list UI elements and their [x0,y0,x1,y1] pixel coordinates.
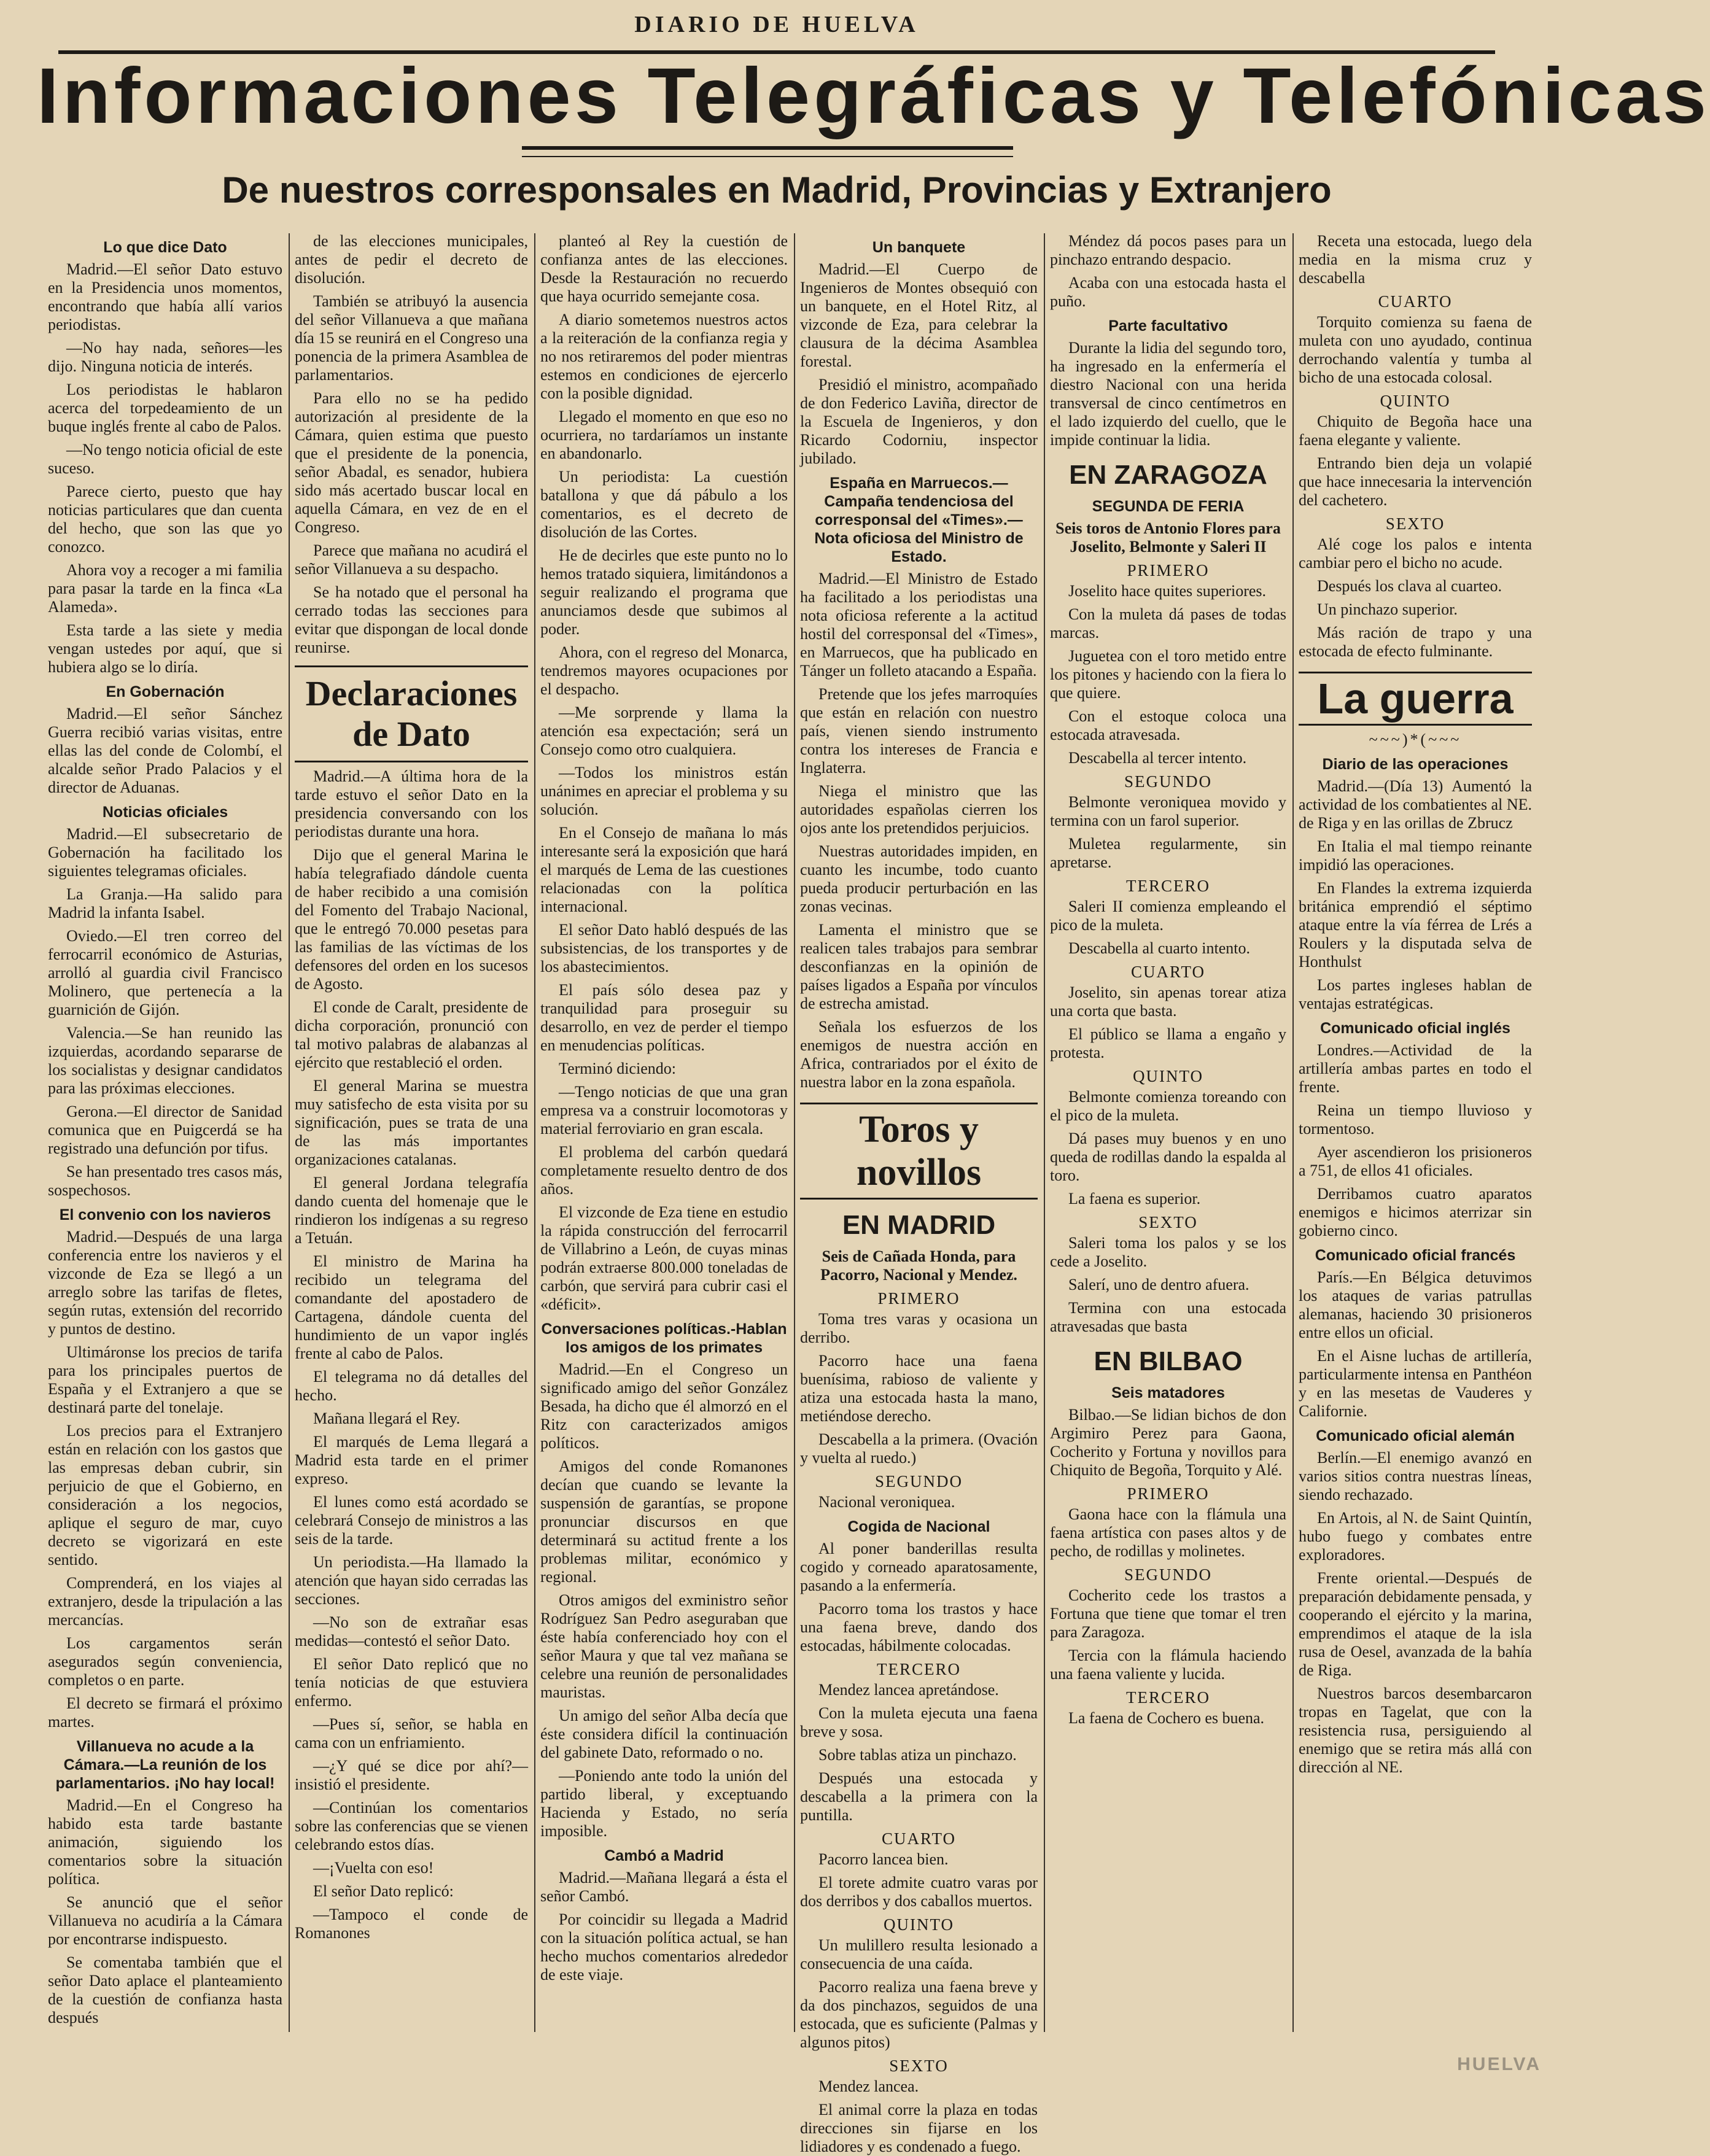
paragraph: —Todos los ministros están unánimes en apreciar el problema y su solución. [540,764,788,818]
paragraph: Gerona.—El director de Sanidad comunica que en Puigcerdá se ha registrado una defunción por tifus. [48,1103,282,1157]
page-subtitle: De nuestros corresponsales en Madrid, Provincias y Extranjero [222,169,1332,211]
paragraph: —¿Y qué se dice por ahí?—insistió el presidente. [295,1757,528,1793]
paragraph: Un mulillero resulta lesionado a consecuencia de una caída. [800,1936,1038,1972]
paragraph: Mendez lancea apretándose. [818,1681,999,1699]
library-stamp: HUELVA [1457,2054,1541,2074]
column-divider [1292,233,1294,2032]
paragraph: Otros amigos del exministro señor Rodríguez San Pedro aseguraban que éste había conferenciado hoy con el señor Maura y que tal vez mañana se celebre una reunión de personalidades mauristas. [540,1591,788,1701]
paragraph: Joselito, sin apenas torear atiza una corta que basta. [1050,983,1286,1020]
paragraph: Chiquito de Begoña hace una faena elegante y valiente. [1299,413,1532,449]
headline: Villanueva no acude a la Cámara.—La reunión de los parlamentarios. ¡No hay local! [55,1738,275,1792]
title-divider [522,146,1013,157]
column-4 [800,232,1038,2155]
paragraph: La faena de Cochero es buena. [1068,1709,1265,1727]
paragraph: Descabella a la primera. (Ovación y vuelta al ruedo.) [800,1430,1038,1467]
paragraph: A diario sometemos nuestros actos a la reiteración de la confianza regia y no nos retiraremos del poder mientras estemos en condiciones de ejercerlo con la posible dignidad. [540,311,788,402]
paragraph: Los periodistas le hablaron acerca del torpedeamiento de un buque inglés frente al cabo de Palos. [48,381,282,435]
section-headline: Toros y novillos [800,1103,1038,1200]
paragraph: Un pinchazo superior. [1317,600,1458,618]
paragraph: Ayer ascendieron los prisioneros a 751, de ellos 41 oficiales. [1299,1143,1532,1179]
bullfight-intro: Seis toros de Antonio Flores para Joselito, Belmonte y Saleri II [1055,519,1281,556]
paragraph: Belmonte comienza toreando con el pico de la muleta. [1050,1088,1286,1124]
paragraph: Valencia.—Se han reunido las izquierdas, acordando separarse de los socialistas y designar candidatos para las próximas elecciones. [48,1024,282,1097]
paragraph: Parece que mañana no acudirá el señor Villanueva a su despacho. [295,541,528,578]
headline: Comunicado oficial alemán [1316,1427,1515,1444]
paragraph: Muletea regularmente, sin apretarse. [1050,835,1286,871]
paragraph: La Granja.—Ha salido para Madrid la infanta Isabel. [48,885,282,921]
column-divider [289,233,290,2032]
paragraph: Durante la lidia del segundo toro, ha ingresado en la enfermería el diestro Nacional con una herida transversal de cinco centímetros en el lado izquierdo del cuello, que le impide continuar la lidia. [1050,339,1286,449]
paragraph: El señor Dato habló después de las subsistencias, de los transportes y de los abastecimientos. [540,921,788,975]
paragraph: Pacorro hace una faena buenísima, rabioso de valiente y atiza una estocada hasta la mano, metiéndose derecho. [800,1352,1038,1425]
paragraph: El conde de Caralt, presidente de dicha corporación, pronunció con tal motivo palabras de alabanzas al ejército que restableció el orden. [295,998,528,1071]
headline: Comunicado oficial francés [1315,1247,1516,1264]
paragraph: Madrid.—El Ministro de Estado ha facilitado a los periodistas una nota oficiosa referente a la actitud hostil del corresponsal del «Times», en Marruecos, que ha publicado en Tánger un folleto atacando a España. [800,570,1038,680]
paragraph: Se comentaba también que el señor Dato aplace el planteamiento de la cuestión de confianza hasta después [48,1953,282,2026]
paragraph: Londres.—Actividad de la artillería ambas partes en todo el frente. [1299,1041,1532,1096]
headline: SEGUNDA DE FERIA [1092,498,1245,515]
paragraph: Bilbao.—Se lidian bichos de don Argimiro Perez para Gaona, Cocherito y Fortuna y novillos para Chiquito de Begoña, Torquito y Alé. [1050,1406,1286,1479]
paragraph: Termina con una estocada atravesadas que basta [1050,1299,1286,1335]
paragraph: Lamenta el ministro que se realicen tales trabajos para sembrar desconfianzas en la opinión de países ligados a España por vínculos de estrecha amistad. [800,921,1038,1012]
paragraph: Con la muleta ejecuta una faena breve y sosa. [800,1704,1038,1740]
column-divider [534,233,535,2032]
bull-number: TERCERO [876,1660,961,1678]
headline: Conversaciones políticas.-Hablan los amigos de los primates [541,1320,787,1356]
paragraph: El animal corre la plaza en todas direcciones sin fijarse en los lidiadores y es condenado a fuego. [800,2101,1038,2155]
paragraph: Madrid.—En el Congreso ha habido esta tarde bastante animación, siguiendo los comentarios sobre la situación política. [48,1796,282,1888]
bull-number: SEXTO [1138,1213,1198,1231]
page-title: Informaciones Telegráficas y Telefónicas [37,52,1710,140]
newspaper-name: DIARIO DE HUELVA [634,12,919,37]
bull-number: PRIMERO [1127,1484,1210,1503]
paragraph: Nuestras autoridades impiden, en cuanto les incumbe, todo cuanto pueda producir perturbación en las zonas vecinas. [800,842,1038,915]
paragraph: El telegrama no dá detalles del hecho. [295,1368,528,1404]
paragraph: Después una estocada y descabella a la primera con la puntilla. [800,1769,1038,1824]
column-5 [1050,232,1286,2037]
paragraph: Presidió el ministro, acompañado de don Federico Laviña, director de la Escuela de Ingenieros, y don Ricardo Codorniu, inspector jubilado. [800,376,1038,467]
paragraph: Entrando bien deja un volapié que hace innecesaria la intervención del cachetero. [1299,454,1532,509]
paragraph: El general Marina se muestra muy satisfecho de esta visita por su significación, pues se trata de una de las más importantes organizaciones catalanas. [295,1077,528,1168]
column-divider [1044,233,1045,2032]
paragraph: Más ración de trapo y una estocada de efecto fulminante. [1299,624,1532,660]
paragraph: Juguetea con el toro metido entre los pitones y haciendo con la fiera lo que quiere. [1050,647,1286,702]
paragraph: Saleri toma los palos y se los cede a Joselito. [1050,1234,1286,1270]
paragraph: Después los clava al cuarteo. [1317,577,1502,595]
paragraph: Pacorro toma los trastos y hace una faena breve, dando dos estocadas, hábilmente colocadas. [800,1600,1038,1654]
bull-number: SEXTO [1385,514,1445,533]
paragraph: Los cargamentos serán asegurados según conveniencia, completos o en parte. [48,1634,282,1689]
paragraph: Torquito comienza su faena de muleta con uno ayudado, continua derrochando valentía y tumba al bicho de una estocada colosal. [1299,313,1532,386]
paragraph: Méndez dá pocos pases para un pinchazo entrando despacio. [1050,232,1286,268]
headline: Noticias oficiales [102,804,228,821]
paragraph: Nuestros barcos desembarcaron tropas en Tagelat, que con la resistencia rusa, persiguiendo al enemigo que se retira más allá con dirección al NE. [1299,1685,1532,1776]
paragraph: Belmonte veroniquea movido y termina con un farol superior. [1050,793,1286,829]
bull-number: SEGUNDO [1124,1565,1212,1584]
paragraph: El público se llama a engaño y protesta. [1050,1025,1286,1061]
paragraph: —No tengo noticia oficial de este suceso. [48,441,282,477]
paragraph: Madrid.—Mañana llegará a ésta el señor Cambó. [540,1869,788,1905]
paragraph: Se ha notado que el personal ha cerrado todas las secciones para evitar que dispongan de local donde reunirse. [295,583,528,656]
paragraph: Nacional veroniquea. [818,1493,955,1511]
paragraph: —No son de extrañar esas medidas—contestó el señor Dato. [295,1613,528,1650]
paragraph: El general Jordana telegrafía dando cuenta del homenaje que le rindieron los indígenas a su regreso a Tetuán. [295,1174,528,1247]
paragraph: —Tampoco el conde de Romanones [295,1906,528,1942]
paragraph: El marqués de Lema llegará a Madrid esta tarde en el primer expreso. [295,1433,528,1487]
headline: Lo que dice Dato [103,239,227,256]
paragraph: Acaba con una estocada hasta el puño. [1050,274,1286,310]
paragraph: París.—En Bélgica detuvimos los ataques de varias patrullas alemanas, haciendo 30 prisioneros entre ellos un oficial. [1299,1268,1532,1341]
headline: EN ZARAGOZA [1069,460,1267,490]
paragraph: Niega el ministro que las autoridades españolas cierren los ojos ante los pretendidos perjuicios. [800,782,1038,837]
bull-number: QUINTO [884,1915,954,1934]
headline: España en Marruecos.—Campaña tendenciosa del corresponsal del «Times».—Nota oficiosa del Ministro de Estado. [814,475,1024,565]
headline: Un banquete [872,239,966,256]
paragraph: Ahora voy a recoger a mi familia para pasar la tarde en la finca «La Alameda». [48,561,282,616]
paragraph: —Tengo noticias de que una gran empresa va a construir locomotoras y material ferroviario en gran escala. [540,1083,788,1138]
paragraph: El vizconde de Eza tiene en estudio la rápida construcción del ferrocarril de Villabrino a León, de cuyas minas podrán extraerse 800.000 toneladas de carbón, que servirá para cubrir casi el «déficit». [540,1203,788,1313]
column-2 [295,232,528,2037]
paragraph: Amigos del conde Romanones decían que cuando se levante la suspensión de garantías, se propone pronunciar discursos en que determinará su actitud frente a los problemas militar, económico y regional. [540,1457,788,1586]
paragraph: Frente oriental.—Después de preparación debidamente pensada, y cooperando el ejército y la marina, emprendimos el ataque de la isla rusa de Oesel, avanzada de la bahía de Riga. [1299,1569,1532,1679]
paragraph: Madrid.—Después de una larga conferencia entre los navieros y el vizconde de Eza se llegó a un arreglo sobre las tarifas de fletes, según rutas, extensión del recorrido y puntos de destino. [48,1228,282,1338]
paragraph: El torete admite cuatro varas por dos derribos y dos caballos muertos. [800,1874,1038,1910]
paragraph: En Italia el mal tiempo reinante impidió las operaciones. [1299,837,1532,874]
paragraph: Receta una estocada, luego dela media en la misma cruz y descabella [1299,232,1532,287]
paragraph: Dijo que el general Marina le había telegrafiado dándole cuenta de haber recibido a una comisión del Fomento del Trabajo Nacional, que le entregó 70.000 pesetas para las familias de las víctimas de los defensores del orden en los sucesos de Agosto. [295,846,528,993]
headline: Parte facultativo [1108,317,1228,335]
bull-number: SEXTO [889,2057,949,2075]
paragraph: Descabella al tercer intento. [1068,749,1247,767]
paragraph: El ministro de Marina ha recibido un telegrama del comandante del apostadero de Cartagena, dándole cuenta del hundimiento de un vapor inglés frente al cabo de Palos. [295,1252,528,1362]
paragraph: Oviedo.—El tren correo del ferrocarril económico de Asturias, arrolló al guardia civil Francisco Molinero, que pertenecía a la guarnición de Gijón. [48,927,282,1018]
paragraph: Un periodista: La cuestión batallona y que dá pábulo a los comentarios, es el decreto de disolución de las Cortes. [540,468,788,541]
paragraph: En Flandes la extrema izquierda británica emprendió el séptimo ataque entre la vía férrea de Lrés a Roulers y la disputada selva de Honthulst [1299,879,1532,971]
paragraph: de las elecciones municipales, antes de pedir el decreto de disolución. [295,232,528,287]
paragraph: Madrid.—El señor Dato estuvo en la Presidencia unos momentos, encontrando que había allí varios periodistas. [48,260,282,333]
bull-number: TERCERO [1125,877,1210,895]
paragraph: Madrid.—En el Congreso un significado amigo del señor González Besada, ha dicho que él almorzó en el Ritz con caracterizados amigos políticos. [540,1360,788,1452]
column-6 [1299,232,1532,2037]
bull-number: PRIMERO [877,1289,960,1308]
bull-number: PRIMERO [1127,561,1210,580]
headline: En Gobernación [106,683,225,700]
paragraph: Tercia con la flámula haciendo una faena valiente y lucida. [1050,1646,1286,1683]
headline: El convenio con los navieros [59,1206,271,1223]
bull-number: SEGUNDO [874,1472,963,1491]
paragraph: He de decirles que este punto no lo hemos tratado siquiera, limitándonos a seguir realizando el programa que anunciamos desde que subimos al poder. [540,546,788,638]
paragraph: Madrid.—A última hora de la tarde estuvo el señor Dato en la presidencia conversando con los periodistas durante una hora. [295,767,528,840]
paragraph: Ahora, con el regreso del Monarca, tendremos mayores ocupaciones por el despacho. [540,643,788,698]
section-headline: Declaraciones de Dato [295,665,528,762]
paragraph: Gaona hace con la flámula una faena artística con pases altos y de pecho, de rodillas y molinetes. [1050,1505,1286,1560]
paragraph: Derribamos cuatro aparatos enemigos e hicimos aterrizar sin gobierno cinco. [1299,1185,1532,1239]
paragraph: planteó al Rey la cuestión de confianza antes de las elecciones. Desde la Restauración no recuerdo que haya ocurrido semejante cosa. [540,232,788,305]
headline: EN MADRID [842,1210,996,1240]
column-divider [794,233,795,2032]
paragraph: Con la muleta dá pases de todas marcas. [1050,605,1286,642]
bullfight-intro: Seis de Cañada Honda, para Pacorro, Nacional y Mendez. [820,1247,1017,1284]
bull-number: CUARTO [1131,963,1205,981]
paragraph: También se atribuyó la ausencia del señor Villanueva a que mañana día 15 se reunirá en el Congreso una ponencia de la primera Asamblea de parlamentarios. [295,292,528,384]
paragraph: Comprenderá, en los viajes al extranjero, desde la tripulación a las mercancías. [48,1574,282,1629]
ornament: ~~~)*(~~~ [1369,731,1462,748]
paragraph: Mañana llegará el Rey. [313,1410,461,1427]
paragraph: Parece cierto, puesto que hay noticias particulares que dan cuenta del hecho, que son las que yo conozco. [48,483,282,556]
bull-number: CUARTO [882,1829,956,1848]
paragraph: Señala los esfuerzos de los enemigos de nuestra acción en Africa, contrariados por el éxito de nuestra labor en la zona española. [800,1018,1038,1091]
column-1 [48,232,282,2037]
masthead [58,7,1495,54]
paragraph: Se anunció que el señor Villanueva no acudiría a la Cámara por encontrarse indispuesto. [48,1893,282,1948]
paragraph: Salerí, uno de dentro afuera. [1068,1276,1249,1293]
paragraph: Los precios para el Extranjero están en relación con los gastos que las empresas deban cubrir, sin perjuicio de que el Gobierno, en consideración a los negocios, aplique el seguro de mar, cuyo decreto se vigorizará en este sentido. [48,1422,282,1569]
paragraph: El problema del carbón quedará completamente resuelto dentro de dos años. [540,1143,788,1198]
paragraph: —Pues sí, señor, se habla en cama con un enfriamiento. [295,1715,528,1751]
paragraph: Llegado el momento en que eso no ocurriera, no tardaríamos un instante en abandonarlo. [540,408,788,462]
headline: Cogida de Nacional [847,1518,990,1535]
paragraph: Alé coge los palos e intenta cambiar pero el bicho no acude. [1299,535,1532,572]
bull-number: SEGUNDO [1124,772,1212,791]
paragraph: —Continúan los comentarios sobre las conferencias que se vienen celebrando estos días. [295,1799,528,1853]
paragraph: Sobre tablas atiza un pinchazo. [818,1746,1017,1764]
paragraph: El país sólo desea paz y tranquilidad para proseguir su desarrollo, en vez de perder el tiempo en menudencias políticas. [540,981,788,1054]
paragraph: Terminó diciendo: [559,1060,676,1077]
paragraph: Joselito hace quites superiores. [1068,582,1267,600]
paragraph: Al poner banderillas resulta cogido y corneado aparatosamente, pasando a la enfermería. [800,1540,1038,1594]
paragraph: Ultimáronse los precios de tarifa para los principales puertos de España y el Extranjero a que se destinará parte del tonelaje. [48,1343,282,1416]
bull-number: CUARTO [1378,292,1453,311]
paragraph: Toma tres varas y ocasiona un derribo. [800,1310,1038,1346]
paragraph: El señor Dato replicó que no tenía noticias de que estuviera enfermo. [295,1655,528,1710]
bull-number: QUINTO [1380,392,1451,410]
paragraph: El decreto se firmará el próximo martes. [48,1694,282,1731]
paragraph: En Artois, al N. de Saint Quintín, hubo fuego y combates entre exploradores. [1299,1509,1532,1564]
headline: Diario de las operaciones [1322,756,1509,773]
paragraph: El lunes como está acordado se celebrará Consejo de ministros a las seis de la tarde. [295,1493,528,1548]
paragraph: Pretende que los jefes marroquíes que están en relación con nuestro país, vienen siendo instrumento contra los intereses de Francia e Inglaterra. [800,685,1038,777]
paragraph: Un periodista.—Ha llamado la atención que hayan sido cerradas las secciones. [295,1553,528,1608]
paragraph: Madrid.—El subsecretario de Gobernación ha facilitado los siguientes telegramas oficiales. [48,825,282,880]
paragraph: Berlín.—El enemigo avanzó en varios sitios contra nuestras líneas, siendo rechazado. [1299,1449,1532,1503]
paragraph: Mendez lancea. [818,2077,919,2095]
paragraph: —Poniendo ante todo la unión del partido liberal, y exceptuando Hacienda y Estado, no sería imposible. [540,1767,788,1840]
bull-number: QUINTO [1133,1067,1203,1085]
paragraph: Por coincidir su llegada a Madrid con la situación política actual, se han hecho muchos comentarios alrededor de este viaje. [540,1910,788,1983]
column-3 [540,232,788,2037]
paragraph: Pacorro lancea bien. [818,1850,949,1868]
paragraph: —Me sorprende y llama la atención esa expectación; será un Consejo como otro cualquiera. [540,704,788,758]
paragraph: Para ello no se ha pedido autorización al presidente de la Cámara, quien estima que puesto que el presidente de la ponencia, señor Abadal, es senador, hubiera sido más acertado buscar local en aquella Cámara, en vez de en el Congreso. [295,389,528,536]
paragraph: —No hay nada, señores—les dijo. Ninguna noticia de interés. [48,339,282,375]
bull-number: TERCERO [1125,1688,1210,1707]
headline: Comunicado oficial inglés [1320,1020,1510,1037]
paragraph: Los partes ingleses hablan de ventajas estratégicas. [1299,976,1532,1012]
paragraph: Cocherito cede los trastos a Fortuna que tiene que tomar el tren para Zaragoza. [1050,1586,1286,1641]
headline: Cambó a Madrid [604,1847,724,1864]
headline: Seis matadores [1111,1384,1225,1402]
paragraph: La faena es superior. [1068,1190,1201,1208]
paragraph: En el Consejo de mañana lo más interesante será la exposición que hará el marqués de Lema de las cuestiones relacionadas con la política internacional. [540,824,788,915]
paragraph: Madrid.—El Cuerpo de Ingenieros de Montes obsequió con un banquete, en el Hotel Ritz, al vizconde de Eza, para celebrar la clausura de la décima Asamblea forestal. [800,260,1038,370]
paragraph: El señor Dato replicó: [313,1882,454,1900]
paragraph: —¡Vuelta con eso! [313,1859,434,1877]
paragraph: Reina un tiempo lluvioso y tormentoso. [1299,1101,1532,1138]
paragraph: Se han presentado tres casos más, sospechosos. [48,1163,282,1199]
headline: EN BILBAO [1094,1346,1243,1376]
paragraph: Un amigo del señor Alba decía que éste considera difícil la continuación del gabinete Dato, reformado o no. [540,1707,788,1761]
paragraph: Pacorro realiza una faena breve y da dos pinchazos, seguidos de una estocada, que es suficiente (Palmas y algunos pitos) [800,1978,1038,2051]
paragraph: Saleri II comienza empleando el pico de la muleta. [1050,898,1286,934]
paragraph: Dá pases muy buenos y en uno queda de rodillas dando la espalda al toro. [1050,1130,1286,1184]
paragraph: Madrid.—(Día 13) Aumentó la actividad de los combatientes al NE. de Riga y en las orillas de Zbrucz [1299,777,1532,832]
paragraph: Con el estoque coloca una estocada atravesada. [1050,707,1286,743]
section-headline: La guerra [1299,672,1532,726]
paragraph: En el Aisne luchas de artillería, particularmente intensa en Panthéon y en las mesetas de Vauderes y Californie. [1299,1347,1532,1420]
paragraph: Descabella al cuarto intento. [1068,939,1250,957]
paragraph: Madrid.—El señor Sánchez Guerra recibió varias visitas, entre ellas las del conde de Colombí, el alcalde señor Prado Palacios y el director de Aduanas. [48,705,282,796]
paragraph: Esta tarde a las siete y media vengan ustedes por aquí, que si hubiera algo se lo diría. [48,621,282,676]
